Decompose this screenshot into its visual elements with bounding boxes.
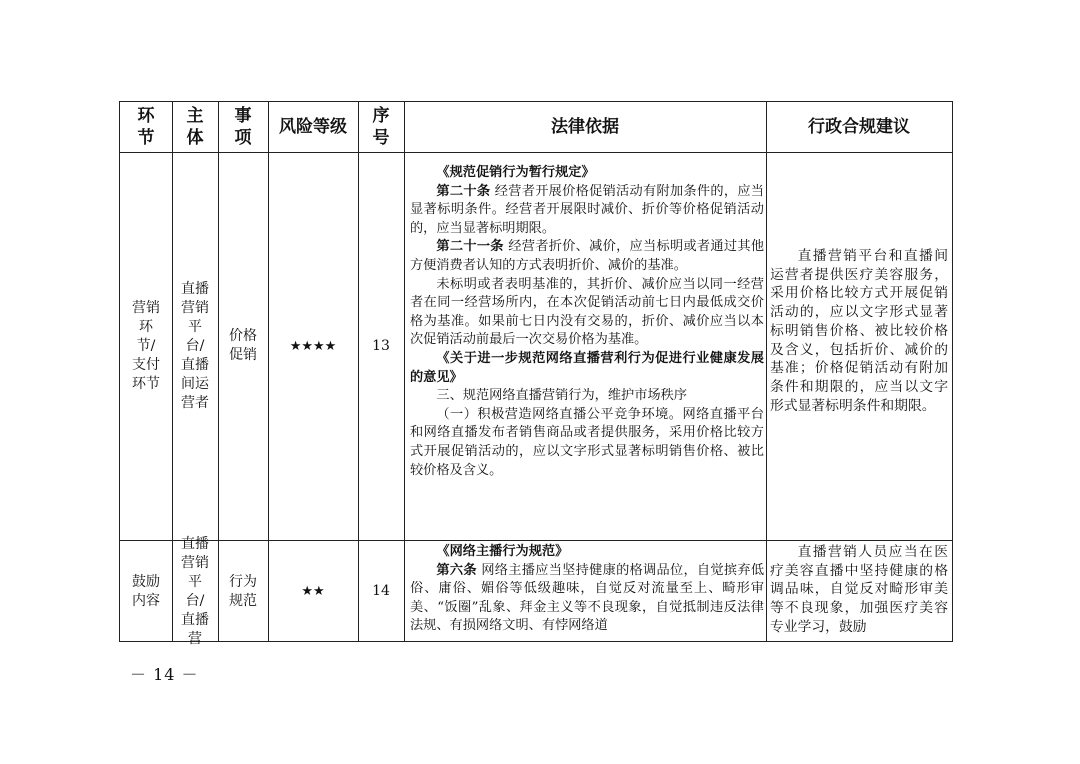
header-law: 法律依据 — [551, 117, 619, 137]
advice-text: 直播营销平台和直播间运营者提供医疗美容服务，采用价格比较方式开展促销活动的，应以文字形式显著标明销售价格、被比较价格及含义，包括折价、减价的基准；价格促销活动有附加条件和期限的，应当以文字形式显著标明条件和期限。 — [770, 248, 948, 414]
column-divider — [404, 102, 405, 641]
header-number: 序号 — [372, 106, 390, 148]
article-text: 网络主播应当坚持健康的格调品位，自觉摈弃低俗、庸俗、媚俗等低级趣味，自觉反对流量至上、畸形审美、“饭圈”乱象、拜金主义等不良现象，自觉抵制违反法律法规、有损网络文明、有悖网络道 — [410, 562, 765, 634]
article-label: 第六条 — [436, 562, 477, 578]
header-subject: 主体 — [186, 106, 204, 148]
row1-item: 价格促销 — [229, 328, 257, 363]
law-title: 《关于进一步规范网络直播营利行为促进行业健康发展的意见》 — [410, 350, 764, 385]
article-label: 第二十条 — [436, 183, 491, 199]
law-title: 《规范促销行为暂行规定》 — [436, 165, 595, 180]
row2-subject: 直播营销平台/直播营 — [181, 535, 209, 647]
row1-link: 营销环节/支付环节 — [132, 299, 160, 392]
article-text: 经营者开展价格促销活动有附加条件的，应当显著标明条件。经营者开展限时减价、折价等价格促销活动的，应当显著标明期限。 — [410, 183, 764, 236]
row1-number: 13 — [372, 337, 390, 354]
section-paragraph: （一）积极营造网络直播公平竞争环境。网络直播平台和网络直播发布者销售商品或者提供服务，采用价格比较方式开展促销活动的，应以文字形式显著标明销售价格、被比较价格及含义。 — [410, 406, 764, 478]
header-item: 事项 — [234, 106, 252, 148]
row1-advice — [770, 247, 948, 415]
header-advice: 行政合规建议 — [808, 117, 910, 137]
page-number: － 14 － — [130, 665, 199, 684]
row2-number: 14 — [372, 583, 390, 599]
section-heading: 三、规范网络直播营销行为，维护市场秩序 — [436, 388, 687, 404]
header-link: 环节 — [137, 106, 155, 148]
article-text: 经营者折价、减价，应当标明或者通过其他方便消费者认知的方式表明折价、减价的基准。 — [410, 239, 765, 273]
advice-text: 直播营销人员应当在医疗美容直播中坚持健康的格调品味，自觉反对畸形审美等不良现象，加强医疗美容专业学习，鼓励 — [770, 544, 948, 635]
row2-risk-stars: ★★ — [301, 584, 325, 599]
column-divider — [766, 102, 767, 641]
row2-link: 鼓励内容 — [132, 573, 160, 609]
row2-law-text — [410, 543, 764, 636]
article-label: 第二十一条 — [436, 239, 504, 255]
law-title: 《网络主播行为规范》 — [436, 544, 569, 559]
article-paragraph: 未标明或者表明基准的，其折价、减价应当以同一经营者在同一经营场所内，在本次促销活动前七日内最低成交价格为基准。如果前七日内没有交易的，折价、减价应当以本次促销活动前最后一次交易价格为基准。 — [410, 276, 764, 348]
header-risk: 风险等级 — [279, 117, 347, 137]
row2-advice — [770, 543, 948, 637]
row2-item: 行为规范 — [229, 573, 257, 609]
row1-risk-stars: ★★★★ — [289, 338, 337, 354]
row1-law-text — [410, 164, 764, 480]
regulation-table — [119, 101, 953, 647]
row1-subject: 直播营销平台/直播间运营者 — [181, 280, 209, 411]
